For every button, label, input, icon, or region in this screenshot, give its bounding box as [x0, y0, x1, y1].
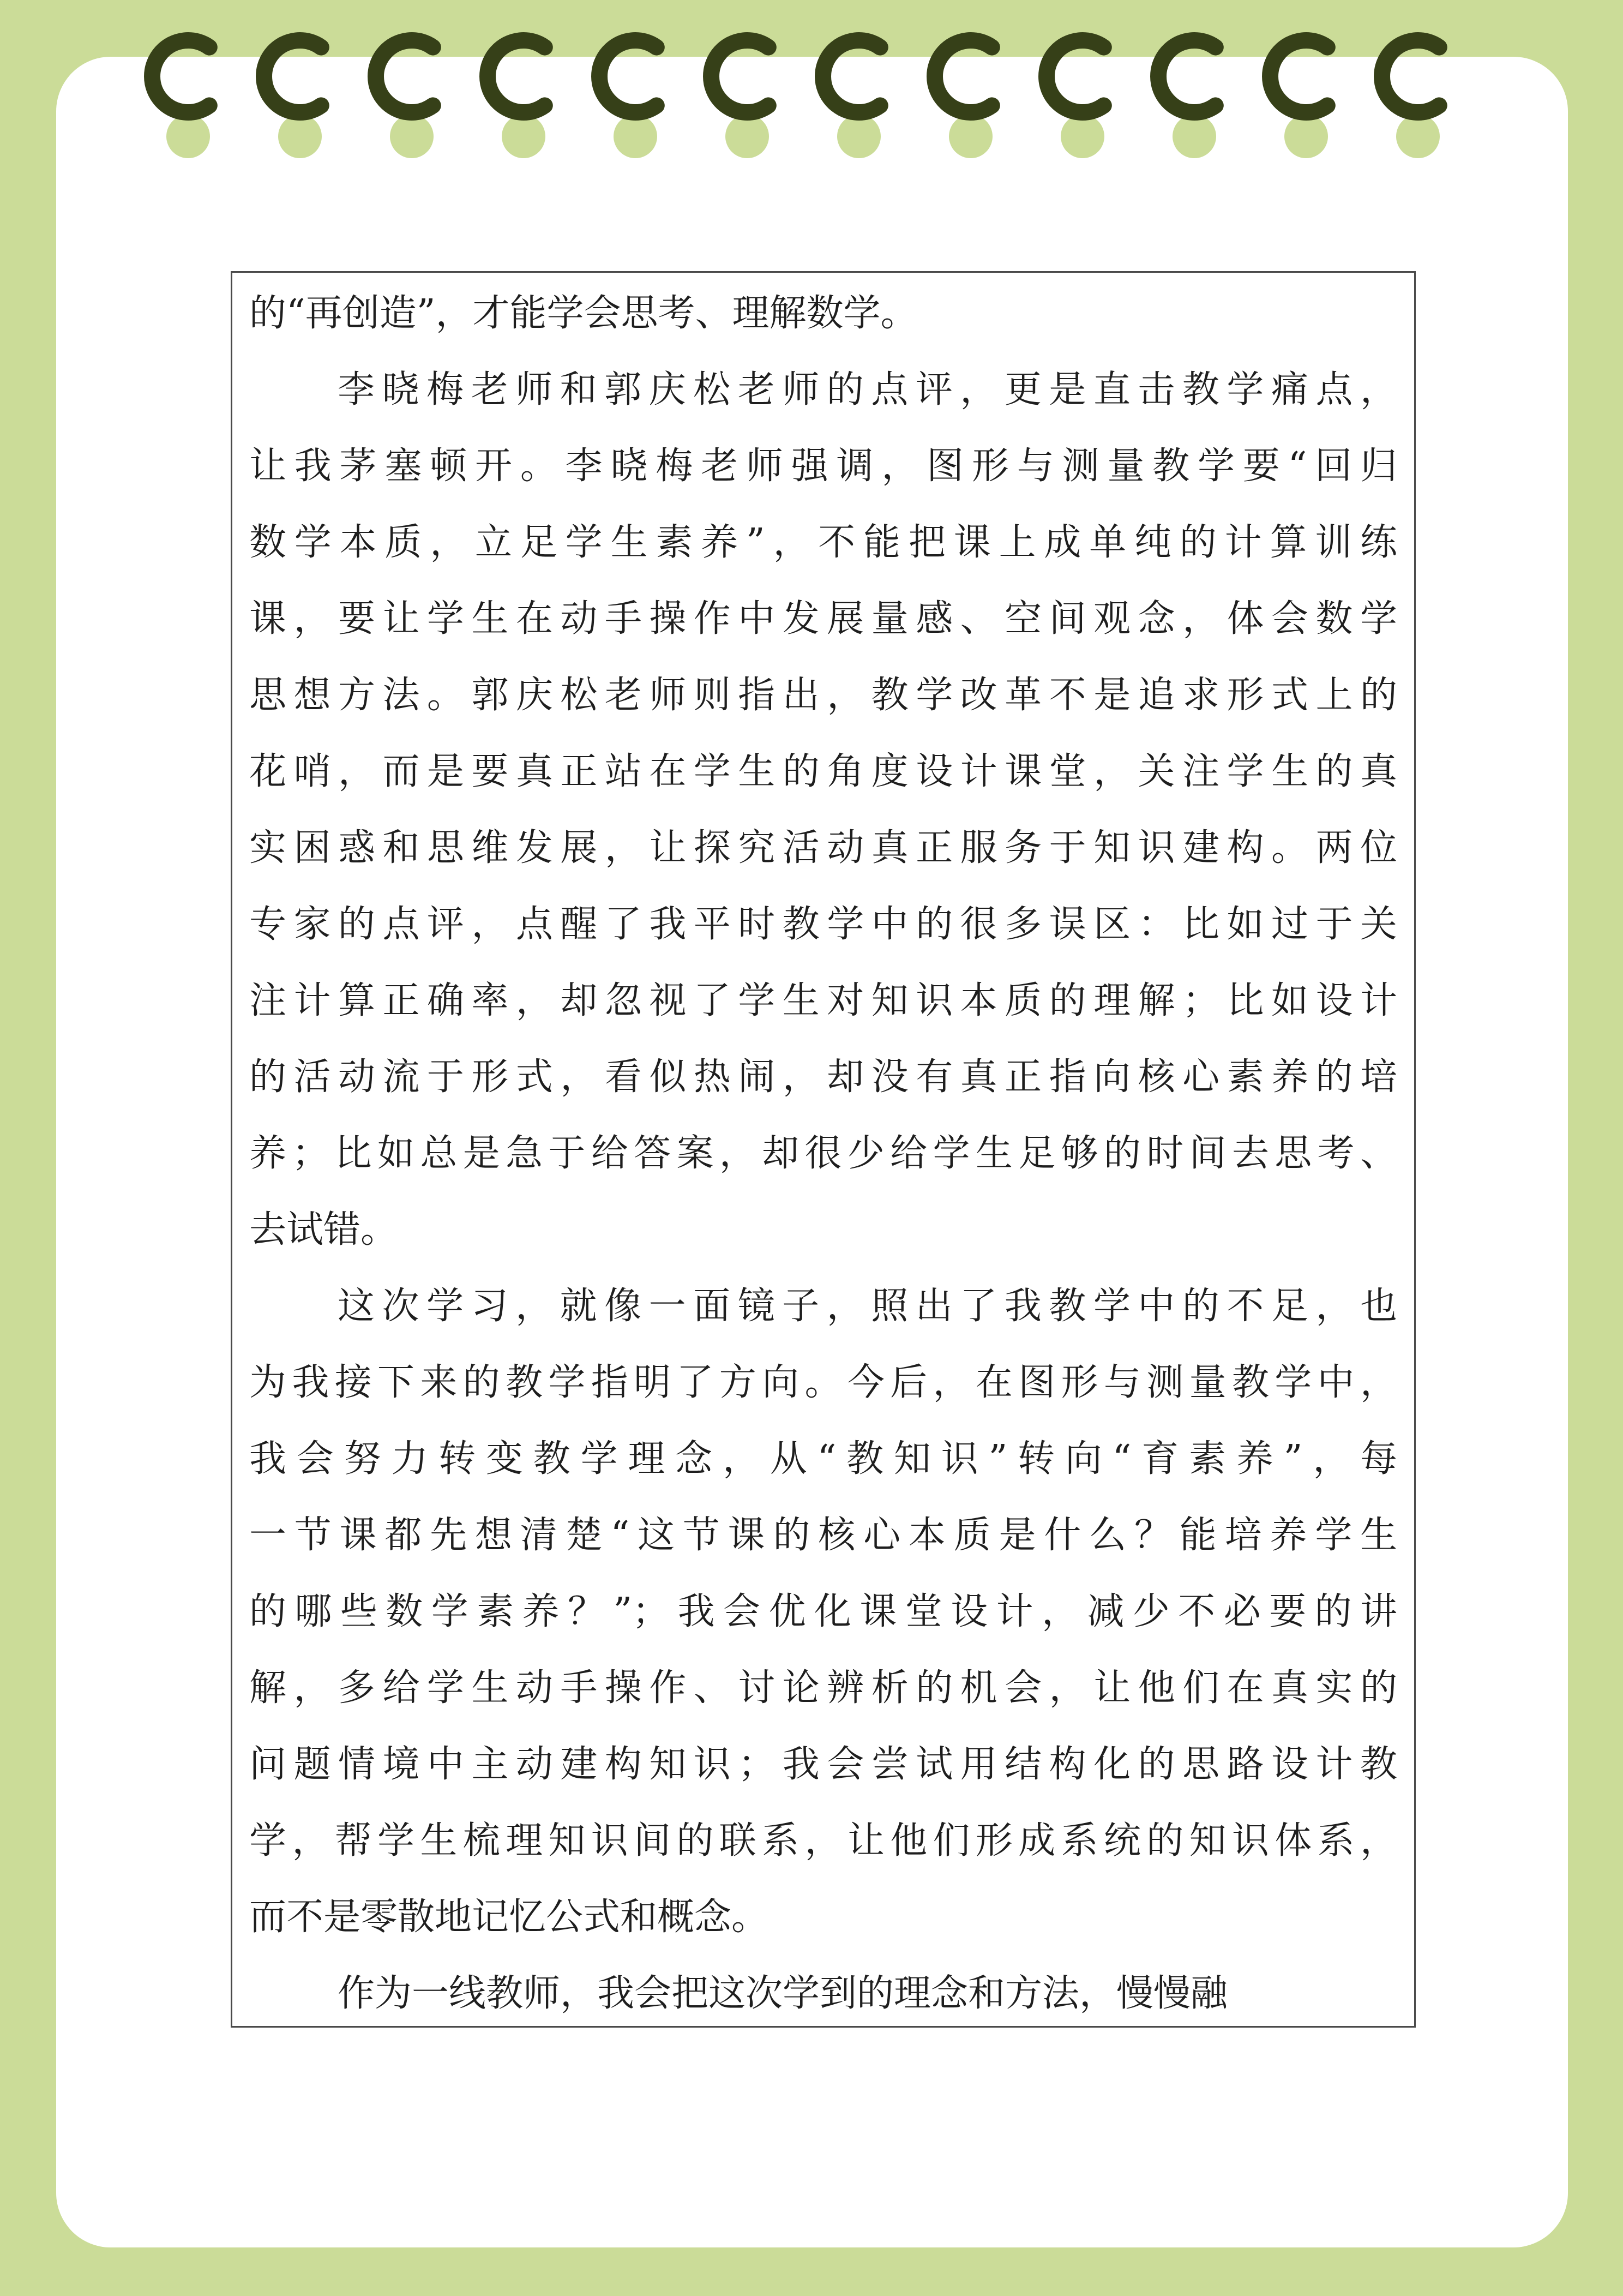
binding-ring	[376, 40, 434, 158]
text-line: 一节课都先想清楚“这节课的核心本质是什么？能培养学生	[249, 1514, 1397, 1557]
paragraph-first-line: 这次学习，就像一面镜子，照出了我教学中的不足，也	[338, 1285, 1397, 1328]
punch-hole	[949, 115, 993, 158]
ring-wire	[1047, 40, 1104, 112]
binding-ring	[935, 40, 993, 158]
punch-hole	[725, 115, 769, 158]
punch-hole	[837, 115, 881, 158]
binding-ring	[1047, 40, 1104, 158]
text-frame	[231, 271, 1416, 2028]
text-line: 养；比如总是急于给答案，却很少给学生足够的时间去思考、	[249, 1132, 1397, 1175]
text-line: 实困惑和思维发展，让探究活动真正服务于知识建构。两位	[249, 826, 1397, 870]
punch-hole	[1061, 115, 1104, 158]
text-line: 而不是零散地记忆公式和概念。	[249, 1896, 769, 1939]
text-line: 为我接下来的教学指明了方向。今后，在图形与测量教学中，	[249, 1361, 1397, 1404]
text-line: 让我茅塞顿开。李晓梅老师强调，图形与测量教学要“回归	[249, 445, 1397, 488]
binding-ring	[823, 40, 881, 158]
ring-wire	[711, 40, 768, 112]
binding-ring	[1382, 40, 1440, 158]
text-line: 问题情境中主动建构知识；我会尝试用结构化的思路设计教	[249, 1743, 1397, 1786]
punch-hole	[278, 115, 322, 158]
punch-hole	[1396, 115, 1440, 158]
ring-wire	[823, 40, 880, 112]
ring-wire	[599, 40, 657, 112]
text-line: 课，要让学生在动手操作中发展量感、空间观念，体会数学	[249, 597, 1397, 640]
ring-wire	[1270, 40, 1327, 112]
ring-wire	[1158, 40, 1216, 112]
binding-ring	[152, 40, 210, 158]
punch-hole	[390, 115, 434, 158]
ring-wire	[1382, 40, 1439, 112]
text-line: 的活动流于形式，看似热闹，却没有真正指向核心素养的培	[249, 1056, 1397, 1099]
binding-ring	[599, 40, 657, 158]
text-line: 去试错。	[249, 1208, 398, 1251]
text-line: 学，帮学生梳理知识间的联系，让他们形成系统的知识体系，	[249, 1819, 1397, 1862]
ring-wire	[488, 40, 545, 112]
ring-wire	[935, 40, 992, 112]
text-line: 花哨，而是要真正站在学生的角度设计课堂，关注学生的真	[249, 750, 1397, 793]
punch-hole	[614, 115, 657, 158]
ring-wire	[264, 40, 321, 112]
paragraph-first-line: 李晓梅老师和郭庆松老师的点评，更是直击教学痛点，	[338, 368, 1397, 411]
ring-wire	[376, 40, 433, 112]
ring-wire	[152, 40, 209, 112]
binding-ring	[1270, 40, 1328, 158]
punch-hole	[1173, 115, 1216, 158]
binding-ring	[488, 40, 545, 158]
text-line: 的哪些数学素养？”；我会优化课堂设计，减少不必要的讲	[249, 1590, 1397, 1633]
binding-ring	[264, 40, 322, 158]
punch-hole	[166, 115, 210, 158]
text-line: 我会努力转变教学理念，从“教知识”转向“育素养”，每	[249, 1437, 1397, 1480]
punch-hole	[502, 115, 545, 158]
text-line: 的“再创造”，才能学会思考、理解数学。	[249, 292, 918, 335]
text-line: 数学本质，立足学生素养”，不能把课上成单纯的计算训练	[249, 521, 1397, 564]
binding-ring	[711, 40, 769, 158]
paragraph-first-line: 作为一线教师，我会把这次学到的理念和方法，慢慢融	[338, 1972, 1228, 2015]
binding-ring	[1158, 40, 1216, 158]
text-line: 注计算正确率，却忽视了学生对知识本质的理解；比如设计	[249, 979, 1397, 1022]
text-line: 解，多给学生动手操作、讨论辨析的机会，让他们在真实的	[249, 1666, 1397, 1710]
spiral-binding	[0, 0, 1623, 175]
text-line: 专家的点评，点醒了我平时教学中的很多误区：比如过于关	[249, 903, 1397, 946]
text-line: 思想方法。郭庆松老师则指出，教学改革不是追求形式上的	[249, 674, 1397, 717]
punch-hole	[1284, 115, 1328, 158]
